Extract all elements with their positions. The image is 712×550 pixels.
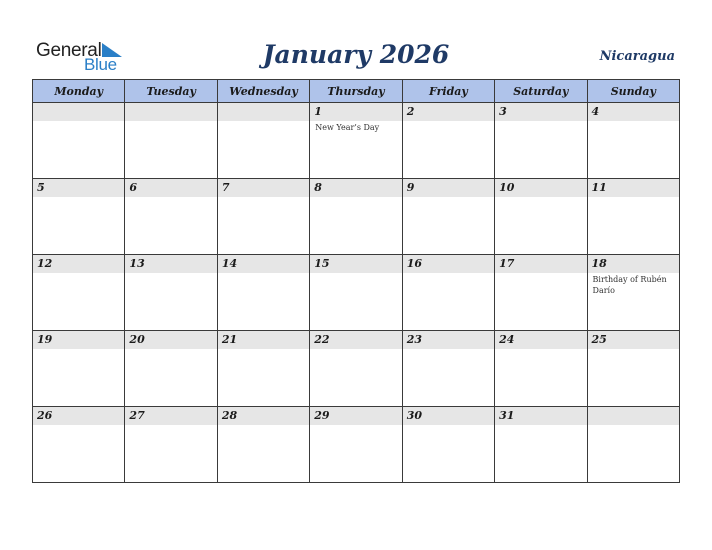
day-cell <box>33 255 125 331</box>
day-cell <box>495 407 587 483</box>
date-bar <box>310 331 401 349</box>
day-number: 2 <box>406 105 415 118</box>
weekday-header: Saturday <box>495 80 587 103</box>
day-number: 20 <box>129 333 145 346</box>
week-row <box>33 103 680 179</box>
day-number: 21 <box>221 333 238 346</box>
day-cell <box>217 255 309 331</box>
date-bar <box>588 331 679 349</box>
day-cell <box>125 407 217 483</box>
day-cell <box>217 179 309 255</box>
day-cell <box>495 103 587 179</box>
date-bar <box>125 407 216 425</box>
day-number: 12 <box>37 257 53 270</box>
day-number: 25 <box>591 333 607 346</box>
day-cell <box>495 331 587 407</box>
date-bar <box>310 255 401 273</box>
day-cell <box>125 331 217 407</box>
week-row <box>33 331 680 407</box>
date-bar <box>310 179 401 197</box>
day-cell <box>310 407 402 483</box>
day-number: 6 <box>129 181 138 194</box>
weekday-header: Friday <box>402 80 494 103</box>
day-cell <box>310 179 402 255</box>
day-cell <box>402 179 494 255</box>
day-cell <box>125 179 217 255</box>
day-number: 7 <box>221 181 230 194</box>
date-bar <box>218 331 309 349</box>
day-number: 31 <box>499 409 515 422</box>
day-number: 19 <box>37 333 53 346</box>
date-bar <box>403 331 494 349</box>
day-number: 23 <box>406 333 422 346</box>
day-number: 27 <box>129 409 145 422</box>
page-title: January 2026 <box>262 40 450 69</box>
day-cell <box>402 255 494 331</box>
day-cell <box>310 103 402 179</box>
day-cell <box>33 179 125 255</box>
date-bar <box>588 255 679 273</box>
date-bar <box>495 331 586 349</box>
day-cell <box>587 103 679 179</box>
day-cell <box>217 407 309 483</box>
weekday-header: Wednesday <box>217 80 309 103</box>
day-cell <box>587 179 679 255</box>
date-bar <box>218 179 309 197</box>
date-bar <box>33 331 124 349</box>
day-cell <box>587 255 679 331</box>
day-cell <box>33 407 125 483</box>
day-number: 24 <box>499 333 515 346</box>
logo-blue-text: Blue <box>84 55 117 74</box>
day-number: 15 <box>314 257 330 270</box>
day-cell <box>310 255 402 331</box>
day-cell <box>125 103 217 179</box>
calendar-grid <box>32 79 680 483</box>
day-cell <box>217 103 309 179</box>
day-cell <box>402 407 494 483</box>
day-number: 13 <box>129 257 145 270</box>
date-bar <box>125 331 216 349</box>
holiday-label: New Year’s Day <box>315 123 380 132</box>
week-row <box>33 179 680 255</box>
day-number: 9 <box>406 181 415 194</box>
day-cell <box>402 103 494 179</box>
date-bar <box>403 103 494 121</box>
date-bar <box>125 255 216 273</box>
date-bar <box>310 103 401 121</box>
logo-general-text: General <box>36 40 102 61</box>
day-number: 4 <box>591 105 600 118</box>
day-number: 16 <box>406 257 422 270</box>
date-bar <box>33 103 124 121</box>
day-number: 11 <box>591 181 607 194</box>
day-cell <box>33 103 125 179</box>
day-number: 28 <box>221 409 238 422</box>
day-number: 3 <box>499 105 507 118</box>
weekday-header: Thursday <box>310 80 402 103</box>
date-bar <box>125 179 216 197</box>
day-number: 5 <box>37 181 45 194</box>
weekday-header: Tuesday <box>125 80 217 103</box>
date-bar <box>495 103 586 121</box>
day-cell <box>217 331 309 407</box>
day-cell <box>587 331 679 407</box>
day-number: 10 <box>499 181 515 194</box>
date-bar <box>33 407 124 425</box>
date-bar <box>588 407 679 425</box>
day-number: 14 <box>221 257 238 270</box>
day-cell <box>33 331 125 407</box>
date-bar <box>403 407 494 425</box>
date-bar <box>495 407 586 425</box>
day-cell <box>402 331 494 407</box>
day-number: 18 <box>591 257 607 270</box>
weekday-header-row <box>33 80 680 103</box>
date-bar <box>218 103 309 121</box>
date-bar <box>33 179 124 197</box>
date-bar <box>495 179 586 197</box>
date-bar <box>125 103 216 121</box>
day-cell <box>495 179 587 255</box>
day-number: 26 <box>37 409 53 422</box>
day-cell <box>587 407 679 483</box>
date-bar <box>403 255 494 273</box>
date-bar <box>588 103 679 121</box>
day-number: 22 <box>314 333 330 346</box>
date-bar <box>310 407 401 425</box>
week-row <box>33 407 680 483</box>
day-number: 1 <box>314 105 322 118</box>
date-bar <box>588 179 679 197</box>
date-bar <box>218 407 309 425</box>
weekday-header: Sunday <box>587 80 679 103</box>
date-bar <box>33 255 124 273</box>
day-cell <box>495 255 587 331</box>
date-bar <box>495 255 586 273</box>
day-cell <box>310 331 402 407</box>
week-row <box>33 255 680 331</box>
date-bar <box>403 179 494 197</box>
calendar-body <box>33 103 680 483</box>
weekday-header: Monday <box>33 80 125 103</box>
day-cell <box>125 255 217 331</box>
holiday-label: Birthday of Rubén Darío <box>592 275 667 295</box>
country-name: Nicaragua <box>599 49 675 64</box>
day-number: 29 <box>314 409 330 422</box>
date-bar <box>218 255 309 273</box>
day-number: 8 <box>314 181 322 194</box>
day-number: 30 <box>406 409 422 422</box>
day-number: 17 <box>499 257 515 270</box>
